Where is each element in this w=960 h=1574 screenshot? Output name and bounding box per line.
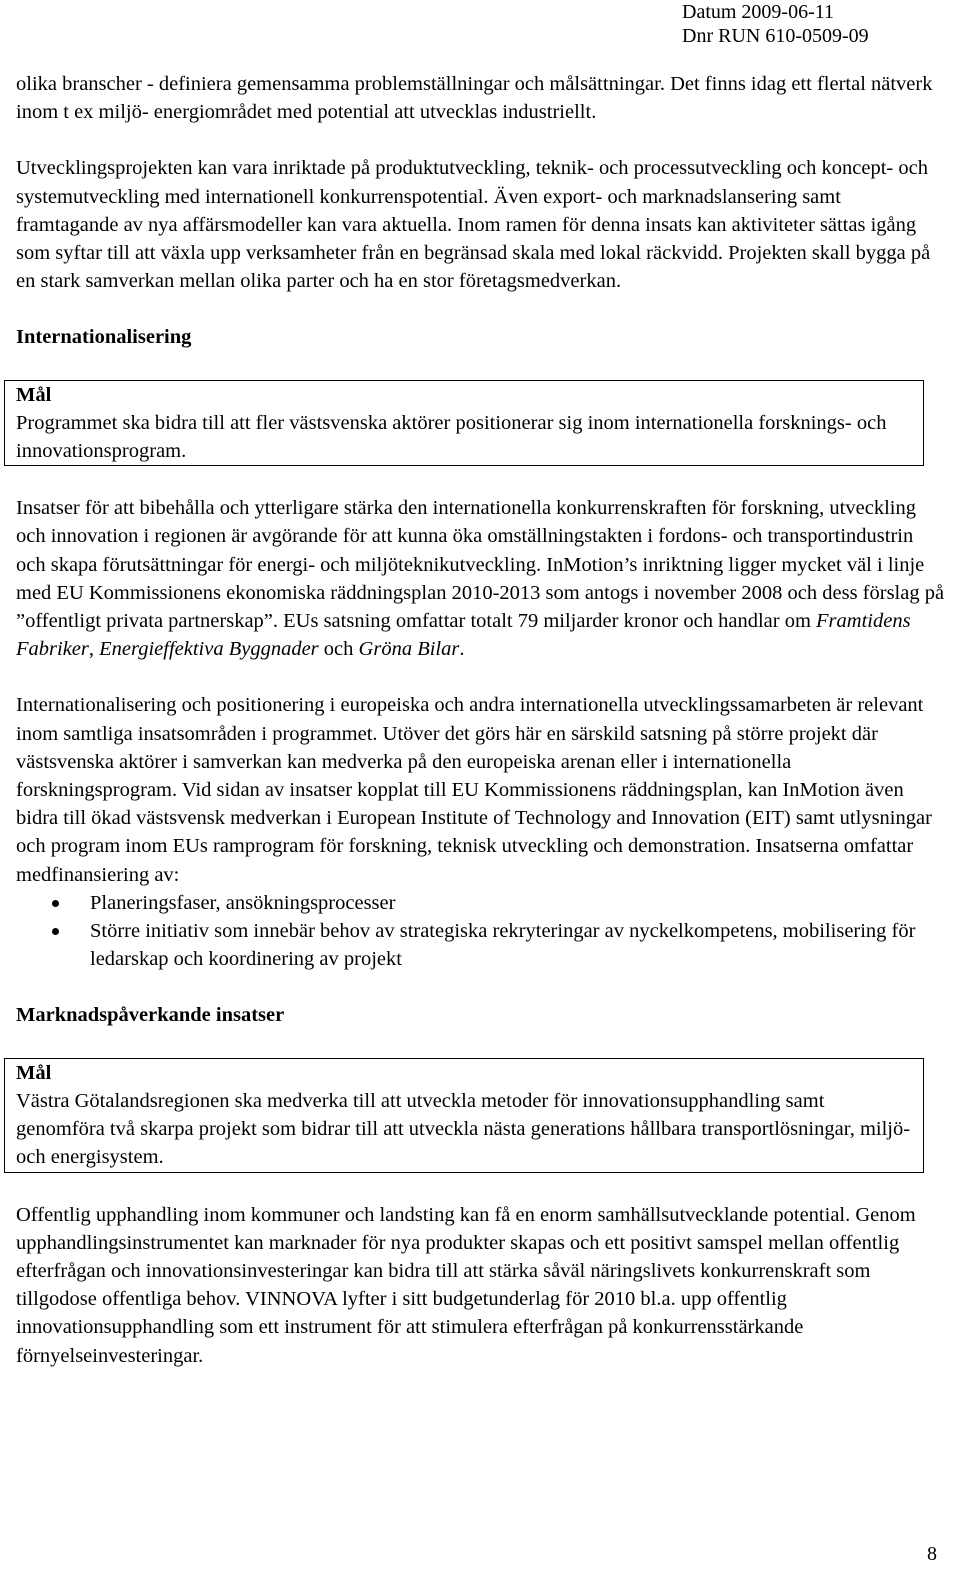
paragraph-positionering: Internationalisering och positionering i europeiska och andra internationella utvecklingssamarbeten är relevant inom samtliga insatsområden i programmet. Utöver det görs här en särskild satsning på större projekt där västsvenska aktörer i samverkan kan medverka på den europeiska arenan eller i internationella forskningsprogram. Vid sidan av insatser kopplat till EU Kommissionens räddningsplan, kan InMotion även bidra till ökad västsvensk medverkan i European Institute of Technology and Innovation (EIT) samt utlysningar och program inom EUs ramprogram för forskning, teknisk utveckling och demonstration. Insatserna omfattar medfinansiering av:	[16, 694, 932, 886]
list-item-text: Planeringsfaser, ansökningsprocesser	[90, 891, 396, 914]
heading-marknadspaverkande: Marknadspåverkande insatser	[16, 1004, 285, 1027]
list-item-text: Större initiativ som innebär behov av strategiska rekryteringar av nyckelkompetens, mobilisering för ledarskap och koordinering av projekt	[90, 920, 916, 971]
page-number: 8	[927, 1543, 937, 1565]
bullet-icon	[52, 928, 59, 935]
paragraph-insatser	[16, 494, 946, 663]
list-item	[16, 917, 946, 973]
period: .	[459, 638, 465, 661]
heading-internationalisering: Internationalisering	[16, 326, 192, 349]
paragraph-offentlig-upphandling: Offentlig upphandling inom kommuner och landsting kan få en enorm samhällsutvecklande potential. Genom upphandlingsinstrumentet kan marknader för nya produkter skapas och ett positivt samspel mellan offentlig efterfrågan och innovationsinvesteringar kan bidra till att stärka såväl näringslivets konkurrenskraft som tillgodose offentliga behov. VINNOVA lyfter i sitt budgetunderlag för 2010 bl.a. upp offentlig innovationsupphandling som ett instrument för att stimulera efterfrågan på konkurrensstärkande förnyelseinvesteringar.	[16, 1203, 916, 1367]
paragraph-utvecklingsprojekten: Utvecklingsprojekten kan vara inriktade på produktutveckling, teknik- och processutveckling och koncept- och systemutveckling med internationell konkurrenspotential. Även export- och marknadslansering samt framtagande av nya affärsmodeller kan vara aktuella. Inom ramen för denna insats kan aktiviteter sättas igång som syftar till att växla upp verksamheter från en begränsad skala med lokal räckvidd. Projekten skall bygga på en stark samverkan mellan olika parter och ha en stor företagsmedverkan.	[16, 157, 931, 293]
paragraph-intro: olika branscher - definiera gemensamma problemställningar och målsättningar. Det finns idag ett flertal nätverk inom t ex miljö- energiområdet med potential att utvecklas industriellt.	[16, 73, 933, 124]
separator-2: och	[318, 638, 359, 661]
italic-framtidens-fabriker: Framtidens Fabriker	[16, 610, 911, 661]
document-body	[16, 70, 946, 1398]
bullet-icon	[52, 900, 59, 907]
header-dnr: Dnr RUN 610-0509-09	[682, 25, 869, 47]
separator-1: ,	[88, 638, 100, 661]
goal-title: Mål	[16, 1061, 52, 1084]
goal-box-internationalisering	[4, 380, 924, 467]
page-header	[682, 0, 952, 48]
bullet-list	[16, 889, 946, 974]
goal-title: Mål	[16, 383, 52, 406]
list-item	[16, 889, 946, 917]
goal-text: Västra Götalandsregionen ska medverka till att utveckla metoder för innovationsupphandling samt genomföra två skarpa projekt som bidrar till att utveckla nästa generations hållbara transportlösningar, miljö- och energisystem.	[16, 1089, 911, 1169]
goal-text: Programmet ska bidra till att fler västsvenska aktörer positionerar sig inom internationella forsknings- och innovationsprogram.	[16, 411, 887, 463]
goal-box-marknad	[4, 1058, 924, 1173]
italic-grona-bilar: Gröna Bilar	[358, 638, 460, 661]
italic-energieffektiva-byggnader: Energieffektiva Byggnader	[99, 638, 319, 661]
header-date: Datum 2009-06-11	[682, 1, 835, 23]
paragraph-insatser-text: Insatser för att bibehålla och ytterligare stärka den internationella konkurrenskraften för forskning, utveckling och innovation i regionen är avgörande för att kunna öka omställningstakten i fordons- och transportindustrin och skapa förutsättningar för energi- och miljöteknikutveckling. InMotion’s inriktning ligger mycket väl i linje med EU Kommissionens ekonomiska räddningsplan 2010-2013 som antogs i november 2008 och dess förslag på ”offentligt privata partnerskap”. EUs satsning omfattar totalt 79 miljarder kronor och handlar om	[16, 497, 945, 633]
